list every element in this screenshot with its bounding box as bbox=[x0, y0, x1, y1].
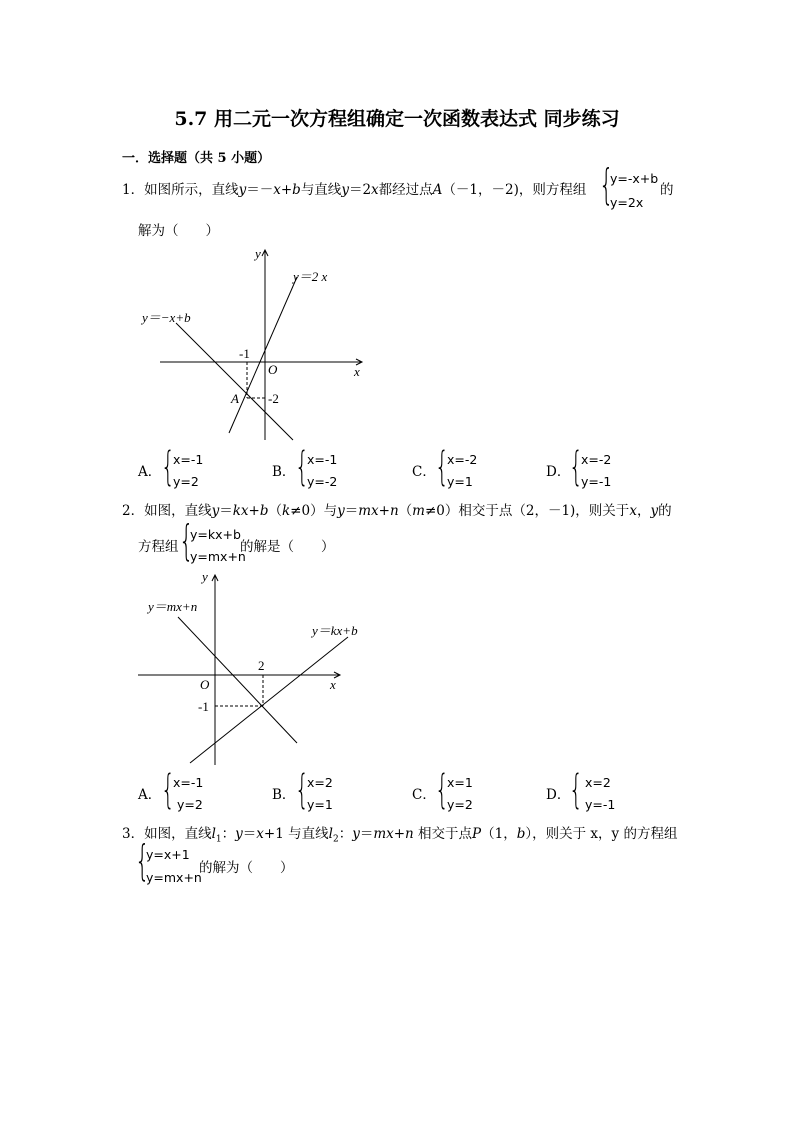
q2-option-b-eq1: x=2 bbox=[307, 775, 333, 790]
q3-text: ： bbox=[338, 826, 353, 842]
q1-origin-label: O bbox=[268, 362, 278, 377]
q3-text-line2b: 的解为（ ） bbox=[199, 860, 294, 876]
q1-option-c-brace: { bbox=[435, 444, 449, 490]
q2-text: （ bbox=[398, 503, 413, 519]
q2-expr: ＝ bbox=[219, 503, 233, 519]
q1-text: 如图所示，直线 bbox=[144, 182, 239, 198]
q1-option-c-label[interactable]: C． bbox=[412, 464, 436, 480]
question-2-text bbox=[122, 499, 672, 519]
q3-expr: ＝ bbox=[359, 826, 374, 842]
q3-text: 相交于点 bbox=[413, 826, 473, 842]
q1-point-a-label: A bbox=[231, 391, 239, 406]
q2-line-kx-b bbox=[190, 637, 348, 763]
q2-text: ， bbox=[636, 503, 651, 519]
q3-subscript: 1 bbox=[215, 834, 222, 845]
q2-option-a-brace: { bbox=[161, 767, 175, 813]
q2-figure bbox=[130, 565, 380, 770]
q2-text-line2b: 的解是（ ） bbox=[240, 539, 335, 555]
q1-option-a-eq1: x=-1 bbox=[173, 452, 204, 467]
q1-option-a-brace: { bbox=[161, 444, 175, 490]
q2-y-label: y bbox=[202, 569, 208, 584]
question-3-text bbox=[122, 822, 677, 845]
q2-option-b-brace: { bbox=[295, 767, 309, 813]
q1-tick-neg1: -1 bbox=[239, 346, 250, 361]
q2-option-a-eq1: x=-1 bbox=[173, 775, 204, 790]
q2-system-eq2: y=mx+n bbox=[190, 549, 246, 564]
q1-option-b-eq2: y=-2 bbox=[307, 474, 338, 489]
q2-text-line2: 方程组 bbox=[138, 539, 179, 555]
q1-option-d-eq2: y=-1 bbox=[581, 474, 612, 489]
q1-text: （－1，－2)，则方程组 bbox=[442, 182, 587, 198]
q3-expr: l bbox=[328, 826, 333, 842]
q3-system-brace: { bbox=[135, 836, 150, 885]
q1-expr: ＝2 bbox=[348, 182, 372, 198]
q2-origin-label: O bbox=[200, 677, 210, 692]
q1-expr: y bbox=[341, 182, 349, 198]
q2-option-c-label[interactable]: C． bbox=[412, 787, 436, 803]
q3-text: +1 与直线 bbox=[263, 826, 329, 842]
q1-option-a-eq2: y=2 bbox=[173, 474, 199, 489]
q2-tick-neg1: -1 bbox=[198, 699, 209, 714]
q3-text: ），则关于 x，y 的方程组 bbox=[525, 826, 678, 842]
q2-expr: ＝ bbox=[344, 503, 359, 519]
q2-option-d-eq1: x=2 bbox=[585, 775, 611, 790]
q1-expr: x bbox=[371, 182, 379, 198]
q3-text: （1， bbox=[481, 826, 517, 842]
q1-option-d-eq1: x=-2 bbox=[581, 452, 612, 467]
q3-text: 如图，直线 bbox=[144, 826, 212, 842]
q1-tick-neg2: -2 bbox=[268, 391, 279, 406]
q1-x-label: x bbox=[354, 364, 360, 379]
q2-system-brace: { bbox=[179, 516, 194, 565]
q2-text: ≠0）相交于点（2，－1)，则关于 bbox=[424, 503, 630, 519]
q1-option-d-brace: { bbox=[569, 444, 583, 490]
q1-system-brace: { bbox=[599, 160, 614, 209]
q2-number: 2． bbox=[122, 503, 145, 519]
q2-expr: y bbox=[650, 503, 659, 519]
q1-text-line2: 解为（ ） bbox=[138, 223, 219, 239]
q1-line-y-neg-x-b bbox=[176, 323, 293, 440]
q2-expr: m bbox=[412, 503, 425, 519]
q2-option-d-eq2: y=-1 bbox=[585, 797, 616, 812]
q3-subscript: 2 bbox=[332, 834, 339, 845]
q1-line-label-neg-x-b: y＝−x+b bbox=[142, 310, 191, 325]
q2-expr: kx+b bbox=[232, 503, 269, 519]
q2-text: （ bbox=[268, 503, 282, 519]
q2-expr: x bbox=[629, 503, 637, 519]
q2-text: 如图，直线 bbox=[144, 503, 212, 519]
q3-expr: y bbox=[235, 826, 243, 842]
q1-option-b-eq1: x=-1 bbox=[307, 452, 338, 467]
q1-option-b-label[interactable]: B． bbox=[272, 464, 296, 480]
q2-expr: k bbox=[281, 503, 291, 519]
page-title: 5.7 用二元一次方程组确定一次函数表达式 同步练习 bbox=[174, 108, 620, 130]
q1-figure bbox=[130, 240, 380, 445]
q1-option-c-eq1: x=-2 bbox=[447, 452, 478, 467]
q3-text: ： bbox=[221, 826, 236, 842]
q3-expr: mx+n bbox=[373, 826, 414, 842]
q1-system-eq2: y=2x bbox=[610, 195, 644, 210]
q2-option-b-label[interactable]: B． bbox=[272, 787, 296, 803]
q3-expr: x bbox=[256, 826, 264, 842]
q2-option-d-label[interactable]: D． bbox=[546, 787, 571, 803]
q1-text: 与直线 bbox=[300, 182, 342, 198]
q2-line-label-mx-n: y＝mx+n bbox=[148, 599, 198, 614]
q1-expr: x+b bbox=[273, 182, 301, 198]
q2-option-a-eq2: y=2 bbox=[177, 797, 203, 812]
q2-line-label-kx-b: y＝kx+b bbox=[312, 623, 358, 638]
q2-system-eq1: y=kx+b bbox=[190, 527, 241, 542]
q2-option-c-eq2: y=2 bbox=[447, 797, 473, 812]
q2-line-mx-n bbox=[178, 617, 297, 743]
q1-system-eq1: y=-x+b bbox=[610, 171, 659, 186]
q2-option-b-eq2: y=1 bbox=[307, 797, 333, 812]
q1-option-a-label[interactable]: A． bbox=[138, 464, 162, 480]
q2-option-c-brace: { bbox=[435, 767, 449, 813]
q1-text: 都经过点 bbox=[378, 182, 433, 198]
q3-expr: P bbox=[472, 826, 482, 842]
q3-expr: l bbox=[211, 826, 216, 842]
q2-text: ≠0）与 bbox=[290, 503, 338, 519]
q2-text: 的 bbox=[658, 503, 672, 519]
q1-number: 1． bbox=[122, 182, 145, 198]
q3-expr: y bbox=[352, 826, 360, 842]
q2-option-a-label[interactable]: A． bbox=[138, 787, 162, 803]
q1-point-a: A bbox=[432, 182, 443, 198]
q2-x-label: x bbox=[330, 677, 336, 692]
question-1-text bbox=[122, 178, 586, 198]
q3-system-eq1: y=x+1 bbox=[146, 847, 190, 862]
q3-number: 3． bbox=[122, 826, 145, 842]
q3-system-eq2: y=mx+n bbox=[146, 870, 202, 885]
section-heading: 一．选择题（共 5 小题） bbox=[122, 151, 271, 166]
q1-expr: y bbox=[238, 182, 247, 198]
q1-option-b-brace: { bbox=[295, 444, 309, 490]
q2-expr: y bbox=[337, 503, 345, 519]
q2-expr: y bbox=[211, 503, 220, 519]
q2-option-d-brace: { bbox=[569, 767, 583, 813]
q1-expr: ＝－ bbox=[246, 182, 274, 198]
q1-option-c-eq2: y=1 bbox=[447, 474, 473, 489]
q3-expr: b bbox=[516, 826, 526, 842]
q2-tick-2: 2 bbox=[258, 658, 265, 673]
q1-line-label-2x: y＝2 x bbox=[293, 269, 328, 284]
q3-expr: ＝ bbox=[242, 826, 257, 842]
q1-y-label: y bbox=[255, 246, 261, 261]
q1-option-d-label[interactable]: D． bbox=[546, 464, 571, 480]
q1-text: 的 bbox=[660, 182, 674, 198]
q2-expr: mx+n bbox=[358, 503, 399, 519]
q2-option-c-eq1: x=1 bbox=[447, 775, 473, 790]
